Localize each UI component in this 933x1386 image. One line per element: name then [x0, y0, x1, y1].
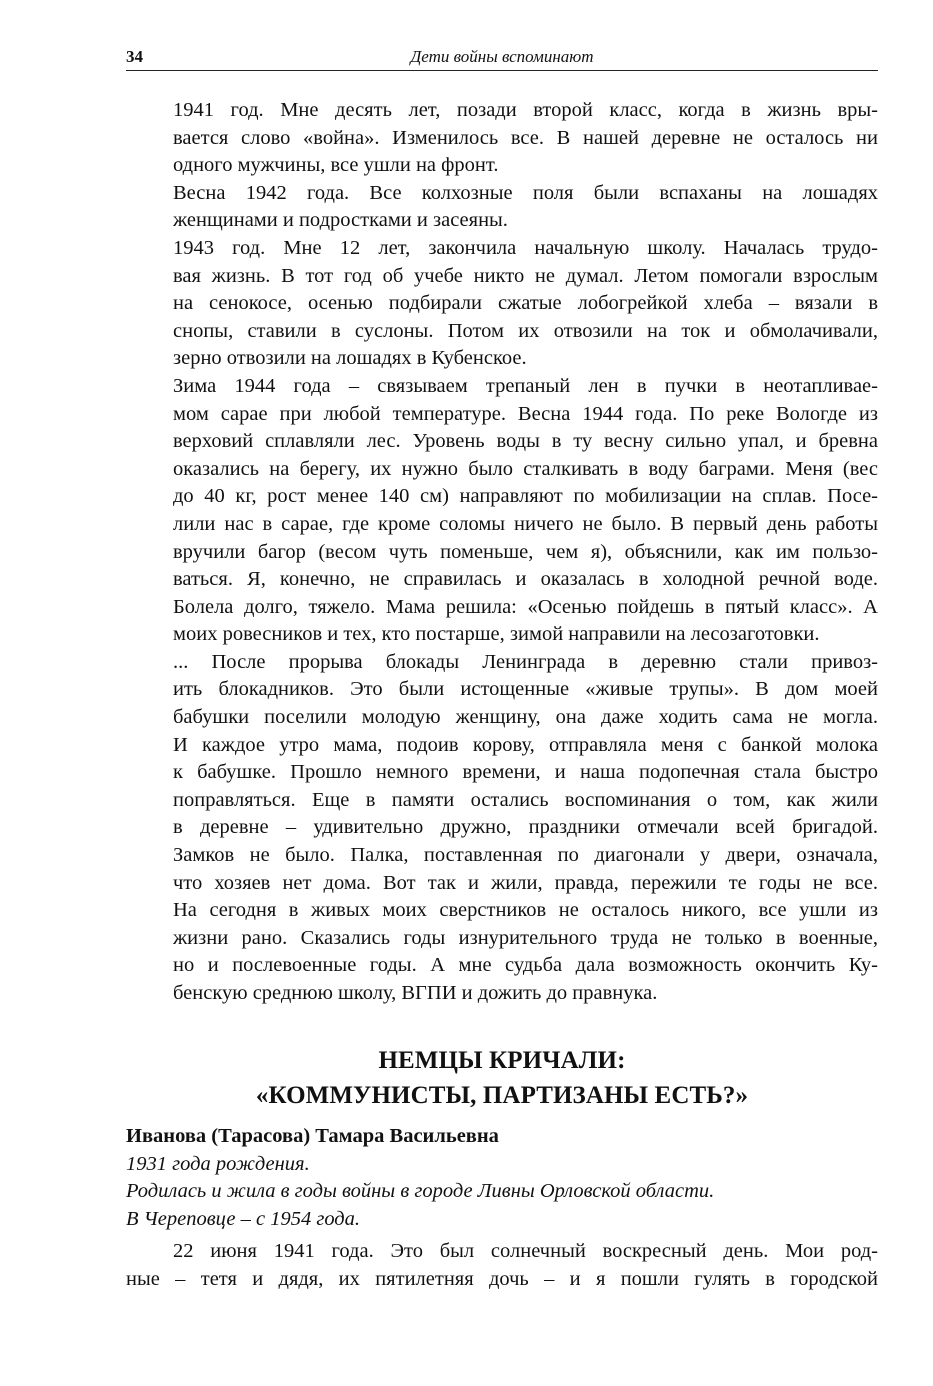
text-line: женщинами и подростками и засеяны. — [173, 209, 508, 232]
text-line: ваться. Я, конечно, не справилась и оказалась в холодной речной воде. — [173, 568, 878, 591]
heading-line: «КОММУНИСТЫ, ПАРТИЗАНЫ ЕСТЬ?» — [255, 1082, 749, 1109]
author-info — [126, 1123, 878, 1233]
text-line: Зима 1944 года – связываем трепаный лен в пучки в неотапливае- — [173, 374, 878, 397]
author-bio-line: Родилась и жила в годы войны в городе Ливны Орловской области. — [126, 1180, 715, 1203]
paragraph-1941 — [126, 97, 878, 180]
text-line: 1943 год. Мне 12 лет, закончила начальную школу. Началась трудо- — [173, 236, 878, 259]
text-line: снопы, ставили в суслоны. Потом их отвозили на ток и обмолачивали, — [173, 319, 878, 342]
text-line: бабушки поселили молодую женщину, она даже ходить сама не могла. — [173, 706, 878, 729]
author-name: Иванова (Тарасова) Тамара Васильевна — [126, 1125, 499, 1147]
text-line: Болела долго, тяжело. Мама решила: «Осенью пойдешь в пятый класс». А — [173, 595, 878, 618]
text-line: И каждое утро мама, подоив корову, отправляла меня с банкой молока — [173, 733, 878, 756]
author-bio-line: В Череповце – с 1954 года. — [126, 1207, 361, 1230]
text-line: моих ровесников и тех, кто постарше, зимой направили на лесозаготовки. — [173, 623, 820, 646]
text-line: верховий сплавляли лес. Уровень воды в ту весну сильно упал, и бревна — [173, 430, 878, 453]
page-number: 34 — [126, 47, 143, 66]
text-line: вручили багор (весом чуть поменьше, чем я), объяснили, как им пользо- — [173, 540, 878, 563]
text-line: Весна 1942 года. Все колхозные поля были вспаханы на лошадях — [173, 181, 878, 204]
text-line: 22 июня 1941 года. Это был солнечный воскресный день. Мои род- — [173, 1240, 878, 1262]
running-header — [126, 46, 878, 71]
text-line: мом сарае при любой температуре. Весна 1944 года. По реке Вологде из — [173, 402, 878, 425]
text-line: что хозяев нет дома. Вот так и жили, правда, пережили те годы не все. — [173, 871, 878, 894]
text-line: На сегодня в живых моих сверстников не осталось никого, все ушли из — [173, 899, 878, 922]
paragraph-blockade — [126, 649, 878, 1008]
heading-line: НЕМЦЫ КРИЧАЛИ: — [378, 1047, 626, 1074]
text-line: до 40 кг, рост менее 140 см) направляют по мобилизации на сплав. Посе- — [173, 485, 878, 508]
paragraph-1942 — [126, 180, 878, 235]
text-line: к бабушке. Прошло немного времени, и наша подопечная стала быстро — [173, 761, 878, 784]
text-line: на сенокосе, осенью подбирали сжатые лобогрейкой хлеба – вязали в — [173, 292, 878, 315]
text-line: 1941 год. Мне десять лет, позади второй класс, когда в жизнь вры- — [173, 99, 878, 121]
text-line: вая жизнь. В тот год об учебе никто не думал. Летом помогали взрослым — [173, 264, 878, 287]
memoir-text — [126, 97, 878, 1008]
author-bio-line: 1931 года рождения. — [126, 1152, 310, 1175]
chapter-heading — [126, 1043, 878, 1113]
text-line: поправляться. Еще в памяти остались воспоминания о том, как жили — [173, 788, 878, 811]
text-line: ... После прорыва блокады Ленинграда в деревню стали привоз- — [173, 650, 878, 673]
text-line: ить блокадников. Это были истощенные «живые трупы». В дом моей — [173, 678, 878, 701]
text-line: лили нас в сарае, где кроме соломы ничего не было. В первый день работы — [173, 512, 878, 535]
text-line: в деревне – удивительно дружно, праздники отмечали всей бригадой. — [173, 816, 878, 839]
text-line: Замков не было. Палка, поставленная по диагонали у двери, означала, — [173, 844, 878, 867]
text-line: ные – тетя и дядя, их пятилетняя дочь – и я пошли гулять в городской — [126, 1267, 878, 1290]
text-line: жизни рано. Сказались годы изнурительного труда не только в военные, — [173, 926, 878, 949]
text-line: одного мужчины, все ушли на фронт. — [173, 154, 499, 177]
paragraph-1943 — [126, 235, 878, 373]
text-line: бенскую среднюю школу, ВГПИ и дожить до правнука. — [173, 982, 658, 1004]
memoir-opening-text — [126, 1238, 878, 1293]
text-line: но и послевоенные годы. А мне судьба дала возможность окончить Ку- — [173, 954, 878, 977]
text-line: зерно отвозили на лошадях в Кубенское. — [173, 347, 527, 370]
paragraph-1944 — [126, 373, 878, 649]
text-line: оказались на берегу, их нужно было сталкивать в воду баграми. Меня (вес — [173, 457, 878, 480]
text-line: вается слово «война». Изменилось все. В нашей деревне не осталось ни — [173, 126, 878, 149]
running-title: Дети войны вспоминают — [410, 47, 594, 66]
